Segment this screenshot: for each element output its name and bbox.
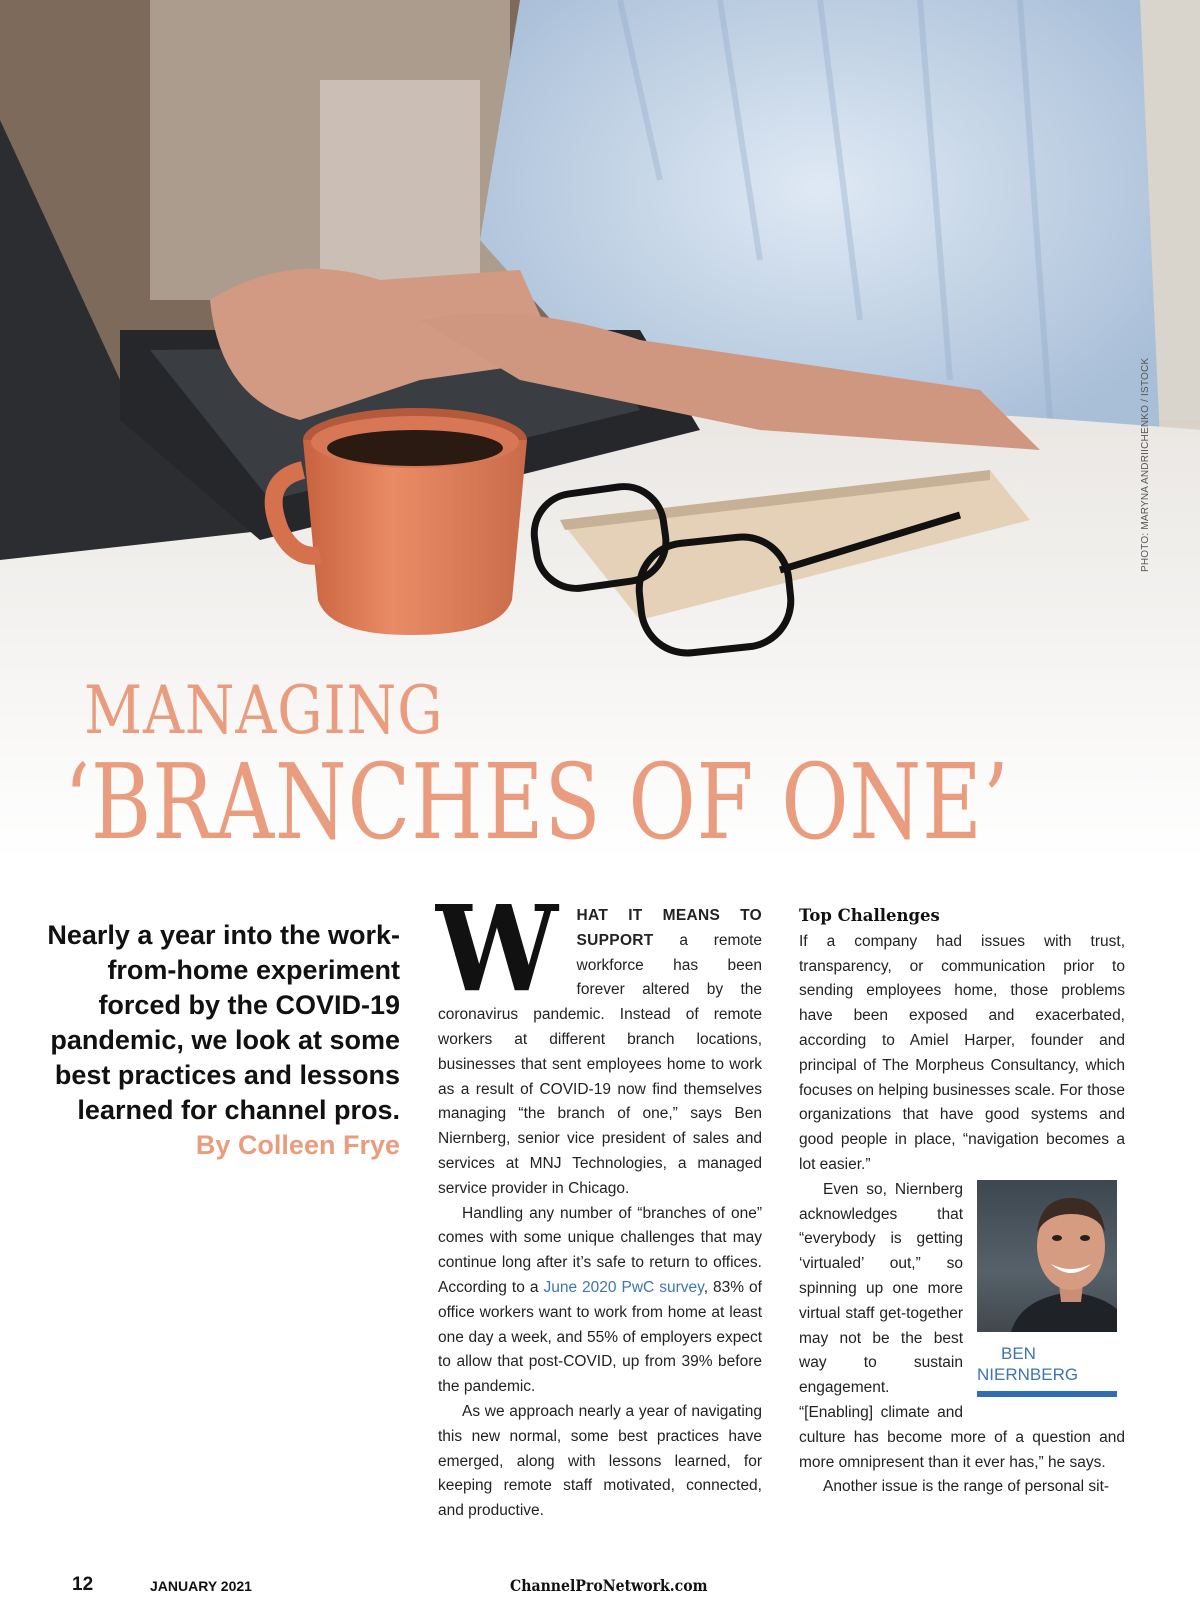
body-column-2 <box>799 904 1125 1500</box>
pwc-survey-link[interactable]: June 2020 PwC survey <box>543 1278 704 1296</box>
body-paragraph-1 <box>436 879 762 1202</box>
deck <box>40 918 400 1163</box>
body-paragraph-3: As we approach nearly a year of navigating this new normal, some best practices have emerged, along with lessons learned, for keeping remote staff motivated, connected, and productive. <box>438 1402 762 1520</box>
paragraph-5-text: Even so, Niernberg acknowledges that “everybody is getting ‘virtualed’ out,” so spinning up one more virtual staff get-together may not be the best way to sustain engagement. “[Enabling] climate and culture has become more of a question and more omnipresent than it ever has,” he says. <box>799 1180 1125 1471</box>
headshot-rule <box>977 1391 1117 1397</box>
paragraph-2-text-a: Handling any number of “branches of one” comes with some unique challenges that may continue long after it’s safe to return to offices. According to a <box>438 1204 762 1296</box>
deck-text: Nearly a year into the work-from-home experiment forced by the COVID-19 pandemic, we look at some best practices and lessons learned for channel pros. <box>47 920 400 1125</box>
body-paragraph-6: Another issue is the range of personal sit- <box>823 1478 1110 1496</box>
headshot-portrait <box>1001 1180 1117 1332</box>
issue-date: JANUARY 2021 <box>150 1578 252 1594</box>
headshot-name-line-2: NIERNBERG <box>977 1364 1079 1384</box>
headshot-figure <box>977 1180 1125 1397</box>
lead-in-caps: HAT IT MEANS TO SUPPORT <box>576 907 762 949</box>
byline: By Colleen Frye <box>195 1130 400 1160</box>
body-paragraph-2 <box>438 1202 762 1400</box>
photo-credit-text: PHOTO: MARYNA ANDRIICHENKO / ISTOCK <box>1140 357 1151 572</box>
photo-credit <box>1140 357 1154 572</box>
body-paragraph-4: If a company had issues with trust, transparency, or communication prior to sending employees home, those problems have been exposed and exacerbated, according to Amiel Harper, founder and principal of The Morpheus Consultancy, which focuses on helping businesses scale. For those organizations that have good systems and good people in place, “navigation becomes a lot easier.” <box>799 932 1125 1173</box>
body-column-1 <box>436 879 762 1524</box>
drop-cap: W <box>436 879 558 1018</box>
page-number: 12 <box>72 1574 94 1595</box>
headline-line-2: ‘BRANCHES OF ONE’ <box>64 741 1010 863</box>
headshot-photo <box>977 1180 1117 1332</box>
body-paragraph-5 <box>799 1178 1125 1476</box>
headshot-caption <box>977 1343 1125 1385</box>
headshot-name-line-1: BEN <box>1001 1343 1036 1363</box>
headline-line-1: MANAGING <box>84 672 444 749</box>
site-url: ChannelProNetwork.com <box>510 1576 708 1595</box>
paragraph-1-text: a remote workforce has been forever altered by the coronavirus pandemic. Instead of remote workers at different branch locations, businesses that sent employees home to work as a result of COVID-19 now find themselves managing “the branch of one,” says Ben Niernberg, senior vice president of sales and services at MNJ Technologies, a managed service provider in Chicago. <box>438 931 762 1197</box>
paragraph-2-text-b: , 83% of office workers want to work from home at least one day a week, and 55% of employers expect to allow that post-COVID, up from 39% before the pandemic. <box>438 1278 762 1396</box>
section-heading: Top Challenges <box>799 906 940 925</box>
